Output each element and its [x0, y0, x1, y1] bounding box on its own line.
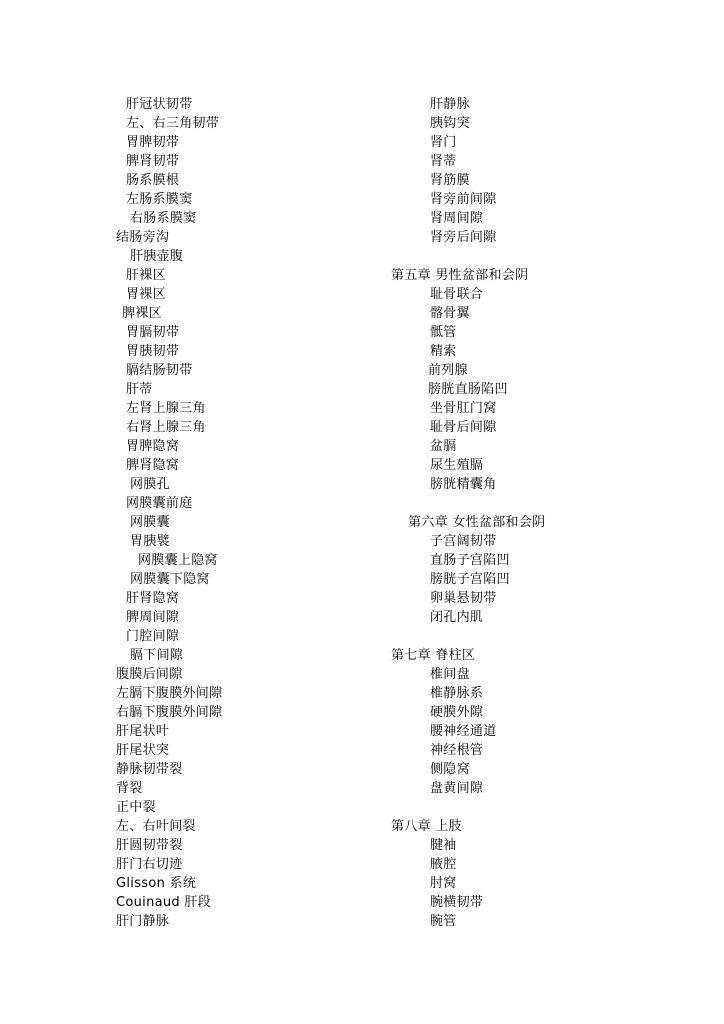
- term-line: 网膜囊上隐窝: [138, 553, 218, 568]
- term-line: 肠系膜根: [126, 173, 180, 188]
- term-line: 肝肾隐窝: [126, 591, 180, 606]
- term-line: 肾门: [430, 135, 457, 150]
- term-line: 坐骨肛门窝: [430, 401, 497, 416]
- term-line: 腰神经通道: [430, 724, 497, 739]
- term-line: 胰钩突: [430, 116, 470, 131]
- term-line: 左肾上腺三角: [126, 401, 206, 416]
- term-line: 肾旁前间隙: [430, 192, 497, 207]
- term-line: 尿生殖膈: [430, 458, 484, 473]
- term-line: 腹膜后间隙: [116, 667, 183, 682]
- term-line: 髂骨翼: [430, 306, 470, 321]
- term-line: 左肠系膜窦: [126, 192, 193, 207]
- term-line: 肝裸区: [126, 268, 166, 283]
- term-line: 侧隐窝: [430, 762, 470, 777]
- term-line: 肝尾状突: [116, 743, 170, 758]
- term-line: 脾肾韧带: [126, 154, 180, 169]
- term-line: 膈下间隙: [130, 648, 184, 663]
- term-line: 肝蒂: [126, 382, 153, 397]
- term-line: 膀胱直肠陷凹: [428, 382, 508, 397]
- term-line: 胃胰襞: [130, 534, 170, 549]
- term-line: 右肠系膜窦: [130, 211, 197, 226]
- term-line: 膀胱子宫陷凹: [430, 572, 510, 587]
- term-line: 左、右三角韧带: [126, 116, 220, 131]
- term-line: 椎间盘: [430, 667, 470, 682]
- term-line: 肝胰壶腹: [130, 249, 184, 264]
- term-line: 膀胱精囊角: [430, 477, 497, 492]
- term-line: 子宫阔韧带: [430, 534, 497, 549]
- term-line: 脾周间隙: [126, 610, 180, 625]
- term-line: 脾肾隐窝: [126, 458, 180, 473]
- chapter-heading: 第六章 女性盆部和会阴: [408, 515, 546, 530]
- term-line: 闭孔内肌: [430, 610, 484, 625]
- term-line: 直肠子宫陷凹: [430, 553, 510, 568]
- term-line: 门腔间隙: [126, 629, 180, 644]
- term-line: 胃胰韧带: [126, 344, 180, 359]
- term-line: 肝尾状叶: [116, 724, 170, 739]
- term-line: 静脉韧带裂: [116, 762, 183, 777]
- term-line: 左、右叶间裂: [116, 819, 196, 834]
- term-line: 网膜囊下隐窝: [130, 572, 210, 587]
- term-line: 右肾上腺三角: [126, 420, 206, 435]
- term-line: 骶管: [430, 325, 457, 340]
- term-line: 右膈下腹膜外间隙: [116, 705, 223, 720]
- term-line: 肾筋膜: [430, 173, 470, 188]
- term-line: 网膜囊前庭: [126, 496, 193, 511]
- term-line: 腕横韧带: [430, 895, 484, 910]
- term-line: 正中裂: [116, 800, 156, 815]
- term-line: 卵巢悬韧带: [430, 591, 497, 606]
- term-line: 椎静脉系: [430, 686, 484, 701]
- term-line: 胃脾隐窝: [126, 439, 180, 454]
- term-line: 耻骨后间隙: [430, 420, 497, 435]
- term-line: 肘窝: [430, 876, 457, 891]
- term-line: 左膈下腹膜外间隙: [116, 686, 223, 701]
- term-line: 硬膜外隙: [430, 705, 484, 720]
- term-line: 背裂: [116, 781, 143, 796]
- term-line: 肾旁后间隙: [430, 230, 497, 245]
- term-line: 肝冠状韧带: [126, 97, 193, 112]
- term-line: 盆膈: [430, 439, 457, 454]
- term-line: 肝门静脉: [116, 914, 170, 929]
- term-line: 胃脾韧带: [126, 135, 180, 150]
- term-line: 结肠旁沟: [116, 230, 170, 245]
- term-line: 肾周间隙: [430, 211, 484, 226]
- term-line: Glisson 系统: [116, 876, 197, 891]
- term-line: 耻骨联合: [430, 287, 484, 302]
- term-line: 脾裸区: [122, 306, 162, 321]
- term-line: 精索: [430, 344, 457, 359]
- term-line: 腱袖: [430, 838, 457, 853]
- term-line: 盘黄间隙: [430, 781, 484, 796]
- term-line: 肾蒂: [430, 154, 457, 169]
- chapter-heading: 第七章 脊柱区: [391, 648, 476, 663]
- chapter-heading: 第五章 男性盆部和会阴: [391, 268, 529, 283]
- term-line: 肝静脉: [430, 97, 470, 112]
- chapter-heading: 第八章 上肢: [391, 819, 462, 834]
- term-line: 肝圆韧带裂: [116, 838, 183, 853]
- term-line: 腋腔: [430, 857, 457, 872]
- term-line: 网膜孔: [130, 477, 170, 492]
- term-line: 腕管: [430, 914, 457, 929]
- term-line: 网膜囊: [130, 515, 170, 530]
- term-line: 肝门右切迹: [116, 857, 183, 872]
- term-line: 胃裸区: [126, 287, 166, 302]
- term-line: 神经根管: [430, 743, 484, 758]
- term-line: 膈结肠韧带: [126, 363, 193, 378]
- term-line: 前列腺: [428, 363, 468, 378]
- term-line: Couinaud 肝段: [116, 895, 212, 910]
- term-line: 胃膈韧带: [126, 325, 180, 340]
